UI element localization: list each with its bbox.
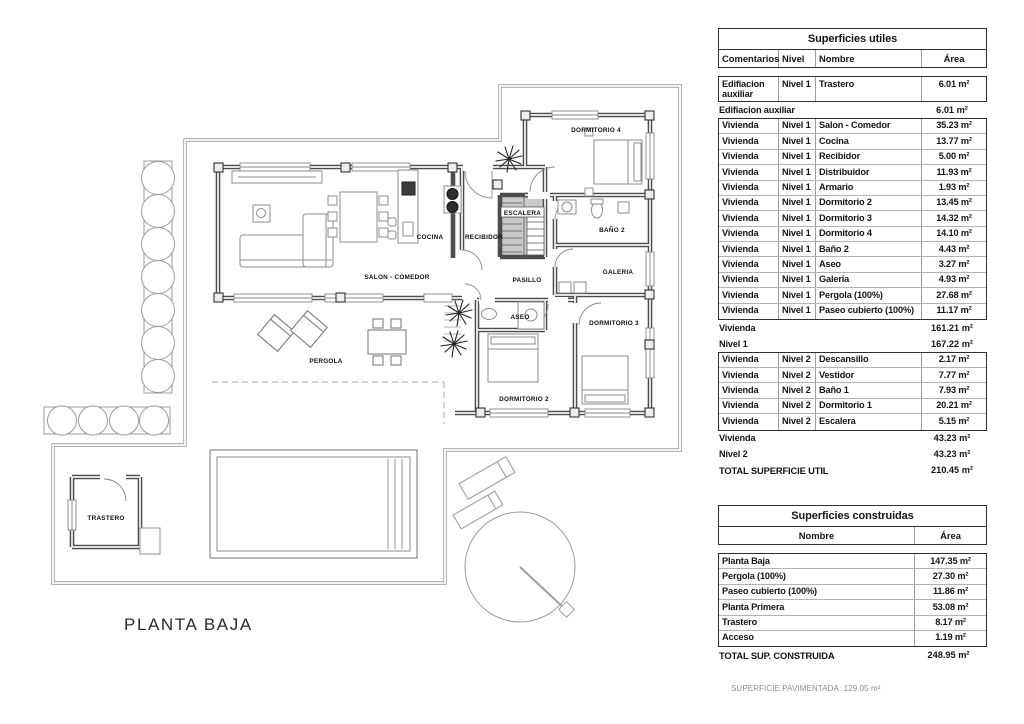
table-cell: Dormitorio 4 bbox=[816, 227, 922, 241]
table-cell: Vivienda bbox=[719, 304, 779, 319]
table-row bbox=[719, 600, 986, 615]
table-cell: Nivel 1 bbox=[779, 196, 816, 210]
table-cell: Vivienda bbox=[719, 414, 779, 429]
table-cell: 35.23 m² bbox=[936, 120, 972, 131]
table-cell: Baño 1 bbox=[816, 383, 922, 397]
table-cell: 4.93 m² bbox=[938, 274, 970, 285]
table-cell: Galeria bbox=[816, 273, 922, 287]
table-cell: 6.01 m² bbox=[938, 78, 970, 89]
table-cell: Nivel 2 bbox=[779, 353, 816, 367]
table-cell: 5.00 m² bbox=[938, 151, 970, 162]
column-header: Comentarios bbox=[719, 50, 779, 67]
table-subtotal-row bbox=[718, 102, 987, 118]
table-row bbox=[719, 631, 986, 646]
dining-table bbox=[328, 192, 388, 242]
superficies-utiles-table bbox=[718, 28, 987, 478]
table-cell: 27.68 m² bbox=[936, 289, 972, 300]
room-label-dorm2: DORMITORIO 2 bbox=[499, 396, 549, 403]
table-row bbox=[719, 383, 986, 398]
table-cell: Vivienda bbox=[719, 383, 779, 397]
table-cell: Nivel 1 bbox=[779, 165, 816, 179]
table-cell: Baño 2 bbox=[816, 242, 922, 256]
table-row bbox=[719, 181, 986, 196]
table-cell: 27.30 m² bbox=[932, 570, 969, 581]
table-subtotal-row bbox=[718, 446, 987, 462]
table-cell: Vivienda bbox=[719, 119, 779, 133]
table-row bbox=[719, 585, 986, 600]
table-row bbox=[719, 119, 986, 134]
subtotal-value: 210.45 m² bbox=[931, 465, 973, 476]
subtotal-value: 161.21 m² bbox=[931, 322, 973, 333]
room-label-dorm4: DORMITORIO 4 bbox=[571, 127, 621, 134]
table-cell: Nivel 1 bbox=[779, 242, 816, 256]
table-cell: 11.93 m² bbox=[936, 166, 972, 177]
table-cell: Pergola (100%) bbox=[816, 288, 922, 302]
bed-dorm3 bbox=[582, 356, 628, 404]
table-row bbox=[719, 569, 986, 584]
table-cell: Vivienda bbox=[719, 257, 779, 271]
table-cell: Salon - Comedor bbox=[816, 119, 922, 133]
table-cell: Nivel 1 bbox=[779, 288, 816, 302]
table-cell: Vivienda bbox=[719, 181, 779, 195]
table-cell: 147.35 m² bbox=[930, 555, 971, 566]
table-row bbox=[719, 242, 986, 257]
hedge-row-horizontal bbox=[44, 406, 170, 435]
table-row bbox=[719, 288, 986, 303]
table-cell: Distribuidor bbox=[816, 165, 922, 179]
table-title: Superficies utiles bbox=[718, 28, 987, 50]
acceso-step bbox=[140, 528, 160, 554]
table-cell: Pergola (100%) bbox=[719, 569, 915, 583]
subtotal-label: TOTAL SUP. CONSTRUIDA bbox=[719, 649, 835, 661]
table-total-row bbox=[718, 647, 987, 663]
table-cell: Edifiacion auxiliar bbox=[719, 77, 779, 101]
table-cell: Vivienda bbox=[719, 150, 779, 164]
column-header: Área bbox=[943, 53, 965, 64]
room-label-escalera: ESCALERA bbox=[503, 210, 542, 217]
subtotal-label: Vivienda bbox=[719, 433, 756, 444]
table-cell: Nivel 1 bbox=[779, 77, 816, 101]
table-cell: 13.77 m² bbox=[936, 135, 972, 146]
table-row bbox=[719, 227, 986, 242]
table-cell: Nivel 1 bbox=[779, 181, 816, 195]
table-cell: 5.15 m² bbox=[938, 415, 970, 426]
table-cell: 11.17 m² bbox=[936, 305, 972, 316]
table-cell: 2.17 m² bbox=[938, 354, 970, 365]
paving-area-note: SUPERFICIE PAVIMENTADA: 129.05 m² bbox=[731, 684, 881, 693]
table-cell: Nivel 2 bbox=[779, 368, 816, 382]
room-label-salon: SALON - COMEDOR bbox=[364, 274, 430, 281]
room-label-aseo: ASEO bbox=[510, 314, 530, 321]
table-row bbox=[719, 196, 986, 211]
table-subtotal-row bbox=[718, 431, 987, 447]
table-body bbox=[718, 553, 987, 663]
subtotal-value: 6.01 m² bbox=[936, 105, 968, 116]
table-cell: 1.93 m² bbox=[938, 182, 970, 193]
room-label-galeria: GALERIA bbox=[602, 269, 634, 276]
table-row bbox=[719, 134, 986, 149]
table-row bbox=[719, 399, 986, 414]
hedge-row-vertical bbox=[142, 161, 175, 393]
table-cell: Dormitorio 2 bbox=[816, 196, 922, 210]
room-label-dorm3: DORMITORIO 3 bbox=[589, 320, 639, 327]
table-row bbox=[719, 273, 986, 288]
table-cell: Dormitorio 1 bbox=[816, 399, 922, 413]
table-cell: 53.08 m² bbox=[932, 601, 969, 612]
table-cell: 8.17 m² bbox=[935, 617, 966, 628]
table-cell: Dormitorio 3 bbox=[816, 211, 922, 225]
salon-furniture bbox=[232, 171, 333, 267]
table-subtotal-row bbox=[718, 320, 987, 336]
table-cell: Nivel 2 bbox=[779, 383, 816, 397]
table-cell: Vivienda bbox=[719, 227, 779, 241]
table-cell: 3.27 m² bbox=[938, 258, 970, 269]
table-cell: Vivienda bbox=[719, 242, 779, 256]
table-cell: Trastero bbox=[719, 616, 915, 630]
table-cell: Trastero bbox=[816, 77, 922, 101]
table-cell: 13.45 m² bbox=[936, 197, 972, 208]
table-row bbox=[719, 368, 986, 383]
table-cell: Acceso bbox=[719, 631, 915, 646]
room-label-recibidor: RECIBIDOR bbox=[464, 234, 504, 241]
table-row bbox=[719, 211, 986, 226]
table-row bbox=[719, 414, 986, 429]
pergola-outline bbox=[212, 382, 444, 424]
column-header: Nivel bbox=[779, 50, 816, 67]
subtotal-label: Nivel 2 bbox=[719, 449, 748, 460]
kitchen-counter bbox=[388, 170, 461, 243]
plan-title: PLANTA BAJA bbox=[124, 615, 253, 634]
subtotal-value: 43.23 m² bbox=[933, 433, 971, 444]
table-cell: Nivel 1 bbox=[779, 134, 816, 148]
room-label-cocina: COCINA bbox=[416, 234, 444, 241]
table-cell: Aseo bbox=[816, 257, 922, 271]
subtotal-value: 248.95 m² bbox=[927, 650, 970, 661]
table-cell: 14.32 m² bbox=[936, 212, 972, 223]
table-cell: Nivel 1 bbox=[779, 227, 816, 241]
table-cell: Vivienda bbox=[719, 368, 779, 382]
room-label-pasillo: PASILLO bbox=[512, 277, 542, 284]
table-cell: Nivel 1 bbox=[779, 257, 816, 271]
table-cell: Recibidor bbox=[816, 150, 922, 164]
table-cell: Cocina bbox=[816, 134, 922, 148]
table-row bbox=[719, 304, 986, 319]
table-title: Superficies construidas bbox=[718, 505, 987, 527]
subtotal-label: Nivel 1 bbox=[719, 338, 748, 349]
room-label-pergola: PERGOLA bbox=[309, 358, 343, 365]
table-header-row bbox=[718, 50, 987, 68]
table-cell: Planta Primera bbox=[719, 600, 915, 614]
table-cell: Nivel 1 bbox=[779, 150, 816, 164]
table-cell: Vivienda bbox=[719, 288, 779, 302]
table-header-row bbox=[718, 527, 987, 545]
table-cell: Vivienda bbox=[719, 211, 779, 225]
table-row bbox=[719, 150, 986, 165]
bed-dorm2 bbox=[488, 334, 538, 382]
subtotal-value: 43.23 m² bbox=[933, 449, 971, 460]
table-total-row bbox=[718, 462, 987, 478]
table-cell: 14.10 m² bbox=[936, 228, 972, 239]
column-header: Nombre bbox=[816, 50, 922, 67]
room-label-bano2: BAÑO 2 bbox=[599, 227, 625, 234]
table-cell: Nivel 1 bbox=[779, 273, 816, 287]
table-cell: Nivel 1 bbox=[779, 304, 816, 319]
table-row bbox=[719, 554, 986, 569]
table-cell: Nivel 1 bbox=[779, 211, 816, 225]
bed-dorm4 bbox=[585, 128, 642, 196]
table-cell: 1.19 m² bbox=[935, 632, 966, 643]
column-header: Nombre bbox=[719, 527, 915, 544]
table-cell: Vivienda bbox=[719, 353, 779, 367]
table-cell: 7.77 m² bbox=[938, 369, 970, 380]
table-row bbox=[719, 616, 986, 631]
table-cell: Paseo cubierto (100%) bbox=[816, 304, 922, 319]
table-row bbox=[719, 165, 986, 180]
subtotal-value: 167.22 m² bbox=[931, 338, 973, 349]
subtotal-label: Vivienda bbox=[719, 322, 756, 333]
swimming-pool bbox=[210, 450, 417, 558]
pergola-furniture bbox=[258, 311, 406, 365]
table-cell: Vivienda bbox=[719, 134, 779, 148]
table-cell: Descansillo bbox=[816, 353, 922, 367]
table-cell: Nivel 2 bbox=[779, 399, 816, 413]
table-cell: 11.86 m² bbox=[932, 586, 969, 597]
table-cell: Planta Baja bbox=[719, 554, 915, 568]
table-subtotal-row bbox=[718, 336, 987, 352]
table-cell: 4.43 m² bbox=[938, 243, 970, 254]
parasol bbox=[465, 512, 575, 622]
subtotal-label: Edifiacion auxiliar bbox=[719, 105, 795, 116]
table-row bbox=[719, 257, 986, 272]
table-cell: Vestidor bbox=[816, 368, 922, 382]
column-header: Área bbox=[940, 530, 961, 541]
table-cell: Paseo cubierto (100%) bbox=[719, 585, 915, 599]
table-cell: 7.93 m² bbox=[938, 384, 970, 395]
superficies-construidas-table bbox=[718, 505, 987, 663]
sun-loungers bbox=[453, 457, 515, 529]
table-cell: Nivel 2 bbox=[779, 414, 816, 429]
table-cell: Vivienda bbox=[719, 273, 779, 287]
table-cell: Nivel 1 bbox=[779, 119, 816, 133]
subtotal-label: TOTAL SUPERFICIE UTIL bbox=[719, 464, 829, 476]
table-body bbox=[718, 76, 987, 478]
table-cell: Vivienda bbox=[719, 399, 779, 413]
table-row bbox=[719, 77, 986, 101]
table-cell: Escalera bbox=[816, 414, 922, 429]
table-row bbox=[719, 353, 986, 368]
table-cell: 20.21 m² bbox=[936, 400, 972, 411]
room-label-trastero: TRASTERO bbox=[87, 515, 125, 522]
table-cell: Vivienda bbox=[719, 196, 779, 210]
table-cell: Vivienda bbox=[719, 165, 779, 179]
table-cell: Armario bbox=[816, 181, 922, 195]
